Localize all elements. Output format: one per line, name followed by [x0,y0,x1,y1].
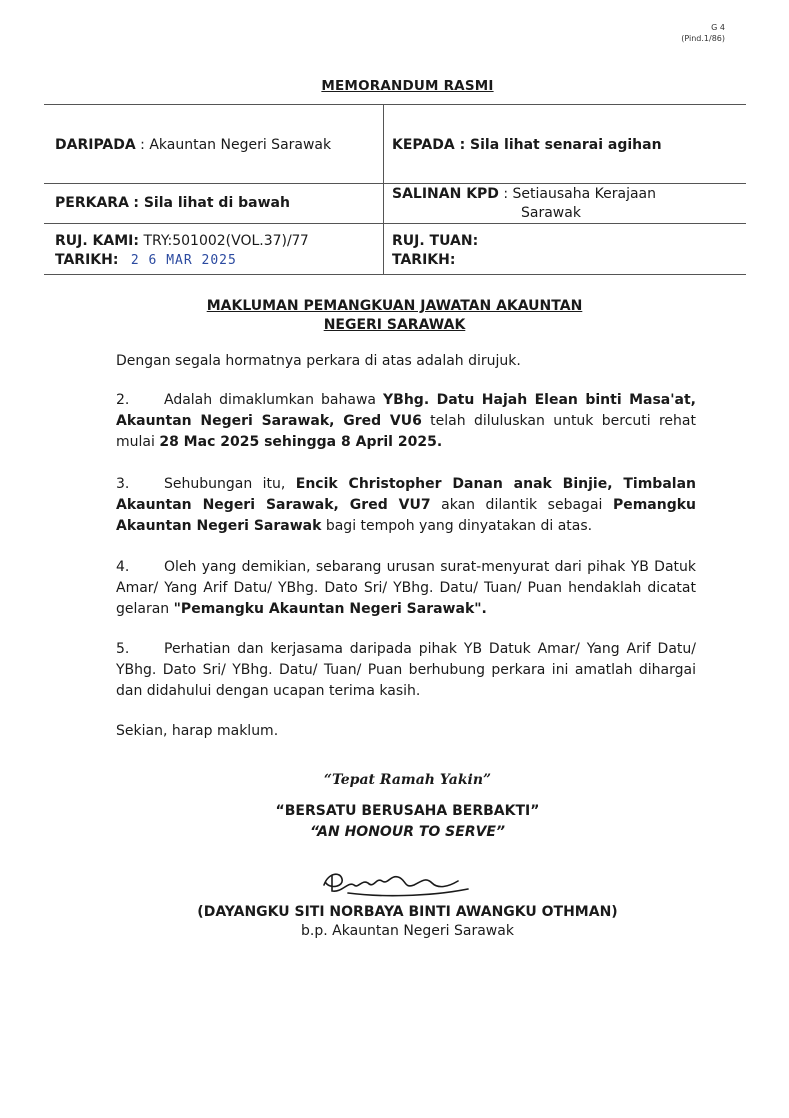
copy-field [392,185,656,203]
motto-honour: “AN HONOUR TO SERVE” [309,824,506,840]
signature-image [318,863,478,903]
to-field [392,136,662,154]
our-ref-field [55,232,309,250]
from-value: Akauntan Negeri Sarawak [149,137,332,153]
table-divider [44,223,746,224]
paragraph-4 [116,557,696,620]
motto-bersatu: “BERSATU BERUSAHA BERBAKTI” [275,803,540,819]
paragraph-number: 4. [116,559,130,575]
subject-separator: : [133,195,144,211]
date-stamp: 2 6 MAR 2025 [130,253,237,268]
from-field [55,136,331,154]
paragraph-number: 3. [116,476,130,492]
paragraph-2 [116,390,696,453]
subject-label: PERKARA [55,195,129,211]
copy-label: SALINAN KPD [392,186,499,202]
table-border-bottom [44,274,746,275]
your-ref-label: RUJ. TUAN: [392,233,479,249]
intro-paragraph: Dengan segala hormatnya perkara di atas adalah dirujuk. [116,353,521,369]
signatory-position: b.p. Akauntan Negeri Sarawak [301,923,514,939]
our-date-field [55,251,237,270]
closing-line: Sekian, harap maklum. [116,723,279,739]
form-code-line: G 4 [711,23,725,32]
paragraph-bold: YBhg. Datu Hajah Elean binti Masa'at, Akauntan Negeri Sarawak, Gred VU6 [116,392,696,429]
to-value: Sila lihat senarai agihan [470,137,662,153]
from-label: DARIPADA [55,137,136,153]
form-code [681,22,725,44]
subject-heading-line1: MAKLUMAN PEMANGKUAN JAWATAN AKAUNTAN [206,298,583,314]
paragraph-text: bagi tempoh yang dinyatakan di atas. [321,518,593,534]
subject-value: Sila lihat di bawah [143,195,290,211]
our-ref-handwritten: 77 [291,233,309,249]
table-column-divider [383,104,384,274]
our-ref-value: TRY:501002(VOL.37)/ [143,233,292,249]
paragraph-text: Oleh yang demikian, sebarang urusan surat-menyurat dari pihak YB Datuk Amar/ Yang Arif Datu/ YBhg. Dato Sri/ YBhg. Datu/ Tuan/ Puan hendaklah dicatat gelaran [116,559,696,617]
table-divider [44,183,746,184]
form-code-line: (Pind.1/86) [681,34,725,43]
copy-value-line2: Sarawak [521,205,581,221]
paragraph-text: akan dilantik sebagai [430,497,613,513]
paragraph-number: 2. [116,392,130,408]
from-separator: : [140,137,150,153]
paragraph-bold: Pemangku Akauntan Negeri Sarawak [116,497,696,534]
paragraph-text: Sehubungan itu, [164,476,296,492]
motto-tepat-ramah-yakin: “Tepat Ramah Yakin” [323,772,492,788]
our-ref-label: RUJ. KAMI: [55,233,139,249]
to-separator: : [459,137,471,153]
subject-field [55,194,290,212]
copy-separator: : [503,186,513,202]
memo-title: MEMORANDUM RASMI [321,78,494,94]
paragraph-text: Adalah dimaklumkan bahawa [164,392,384,408]
signatory-name: (DAYANGKU SITI NORBAYA BINTI AWANGKU OTHMAN) [197,904,618,920]
table-border-top [44,104,746,105]
paragraph-3 [116,474,696,537]
copy-value-line1: Setiausaha Kerajaan [512,186,657,202]
paragraph-bold: 28 Mac 2025 sehingga 8 April 2025. [159,434,443,450]
paragraph-text: telah diluluskan untuk bercuti rehat mulai [116,413,696,450]
subject-heading-line2: NEGERI SARAWAK [323,317,466,333]
your-date-label: TARIKH: [392,252,456,268]
paragraph-bold: Encik Christopher Danan anak Binjie, Timbalan Akauntan Negeri Sarawak, Gred VU7 [116,476,696,513]
paragraph-5 [116,639,696,702]
paragraph-text: Perhatian dan kerjasama daripada pihak YB Datuk Amar/ Yang Arif Datu/ YBhg. Dato Sri/ YBhg. Datu/ Tuan/ Puan berhubung perkara ini amatlah dihargai dan didahului dengan ucapan terima kasih. [116,641,696,699]
our-date-label: TARIKH: [55,252,119,268]
to-label: KEPADA [392,137,455,153]
paragraph-bold: "Pemangku Akauntan Negeri Sarawak". [173,601,487,617]
paragraph-number: 5. [116,641,130,657]
